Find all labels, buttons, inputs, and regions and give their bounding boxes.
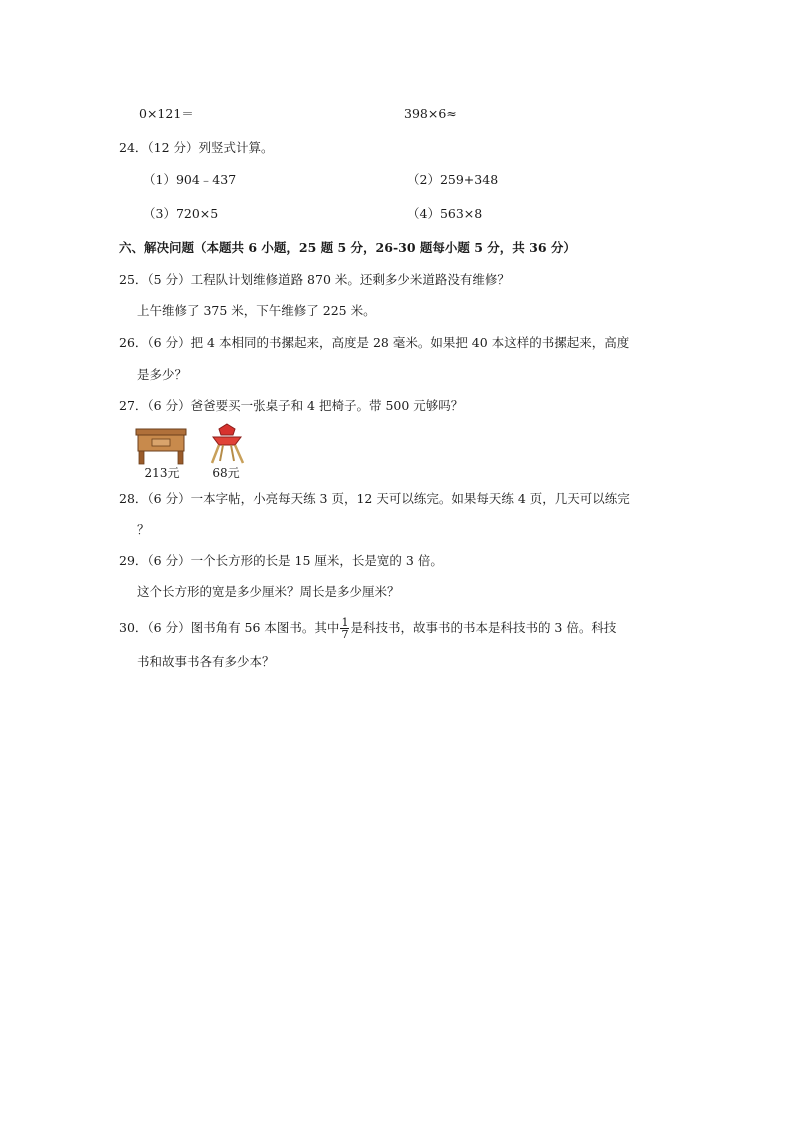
q27-line1: 27．（6 分）爸爸要买一张桌子和 4 把椅子。带 500 元够吗？ <box>119 398 464 413</box>
q30-line2: 书和故事书各有多少本？ <box>137 654 275 669</box>
fraction-one-seventh <box>340 617 349 640</box>
q24-item-3: （3）720×5 <box>143 206 219 221</box>
q25-line1: 25．（5 分）工程队计划维修道路 870 米。还剩多少米道路没有维修？ <box>119 272 510 287</box>
q30-line1-pre: 30．（6 分）图书角有 56 本图书。其中 <box>119 620 340 635</box>
q28-line1: 28．（6 分）一本字帖，小亮每天练 3 页，12 天可以练完。如果每天练 4 页，几天可以练完 <box>119 491 630 506</box>
q24-title: 24．（12 分）列竖式计算。 <box>119 140 274 155</box>
q30-line1-post: 是科技书，故事书的书本是科技书的 3 倍。科技 <box>350 620 617 635</box>
q26-line1: 26．（6 分）把 4 本相同的书摞起来，高度是 28 毫米。如果把 40 本这样的书摞起来，高度 <box>119 335 630 350</box>
q24-item-1: （1）904﹣437 <box>143 172 237 187</box>
q24-item-2: （2）259+348 <box>407 172 499 187</box>
fraction-numerator: 1 <box>341 616 349 629</box>
q25-line2: 上午维修了 375 米，下午维修了 225 米。 <box>137 303 376 318</box>
desk-icon <box>134 427 188 465</box>
desk-price: 213元 <box>144 466 180 480</box>
q23-left-expression: 0×121＝ <box>139 106 194 121</box>
fraction-denominator: 7 <box>341 628 349 641</box>
chair-price: 68元 <box>212 466 240 480</box>
q23-right-expression: 398×6≈ <box>404 106 457 121</box>
chair-icon <box>205 421 249 465</box>
q24-item-4: （4）563×8 <box>407 206 483 221</box>
q26-line2: 是多少？ <box>137 367 188 382</box>
section6-heading: 六、解决问题（本题共 6 小题，25 题 5 分，26-30 题每小题 5 分，共 36 分） <box>119 240 576 255</box>
q29-line2: 这个长方形的宽是多少厘米？周长是多少厘米？ <box>137 584 400 599</box>
q28-line2: ？ <box>137 522 150 537</box>
q29-line1: 29．（6 分）一个长方形的长是 15 厘米，长是宽的 3 倍。 <box>119 553 443 568</box>
q30-line1 <box>119 614 616 642</box>
